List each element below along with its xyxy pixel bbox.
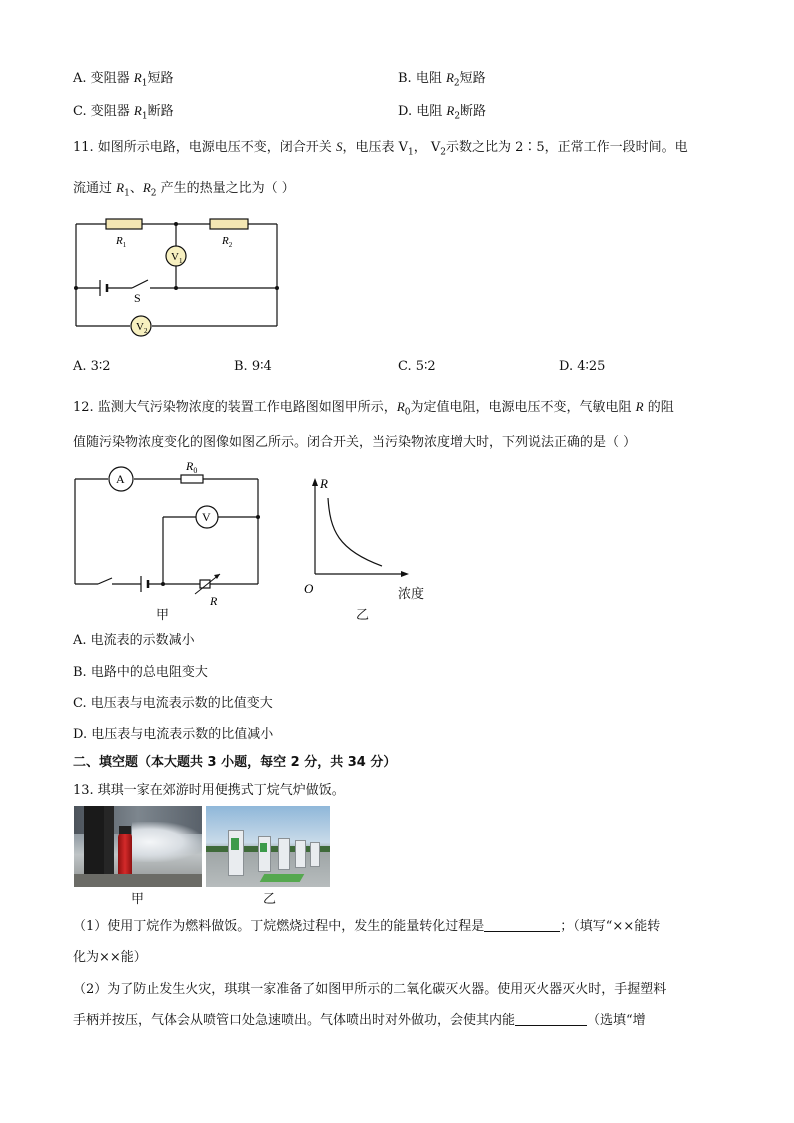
stem-text: 11. 如图所示电路，电源电压不变，闭合开关 (73, 140, 336, 155)
switch-symbol: S (335, 139, 343, 154)
q11-circuit-diagram (70, 212, 285, 342)
caption-yi: 乙 (356, 608, 370, 623)
q10-option-b (398, 67, 486, 89)
q11-option-b: B. 9∶4 (234, 359, 272, 374)
subscript: 1 (141, 78, 148, 89)
x-axis-arrow (401, 571, 409, 577)
symbol: R (133, 103, 142, 118)
q12-stem-line1 (73, 396, 674, 418)
resistance-curve (328, 498, 382, 566)
q12-option-a: A. 电流表的示数减小 (73, 633, 195, 648)
r-label: R (210, 594, 218, 608)
stem-text: 示数之比为 2∶5，正常工作一段时间。电 (445, 140, 688, 155)
stem-text: 为定值电阻，电源电压不变，气敏电阻 (410, 400, 636, 415)
switch-label: S (134, 291, 141, 305)
q12-option-b: B. 电路中的总电阻变大 (73, 665, 208, 680)
stem-text: ， V (413, 140, 441, 155)
q12-circuit-diagram (68, 460, 268, 620)
junction-dot (161, 582, 165, 586)
stem-text: ，电压表 V (342, 140, 408, 155)
q12-option-c: C. 电压表与电流表示数的比值变大 (73, 696, 273, 711)
q11-option-c: C. 5∶2 (398, 359, 436, 374)
v2-label: $V_2$ (136, 321, 148, 335)
option-text: C. 变阻器 (73, 104, 134, 119)
junction-dot (256, 515, 260, 519)
resistor-r1 (106, 219, 142, 229)
resistor-r0 (181, 475, 203, 483)
subscript: 1 (124, 188, 130, 199)
subscript: 2 (440, 147, 446, 158)
subscript: 2 (150, 188, 157, 199)
voltmeter-label: V (202, 510, 211, 524)
r1-label: $R_1$ (116, 235, 127, 249)
stem-text: 的阻 (643, 400, 674, 415)
stem-text: 12. 监测大气污染物浓度的装置工作电路图如图甲所示， (73, 400, 397, 415)
q11-option-d: D. 4∶25 (559, 359, 606, 374)
v1-label: $V_1$ (171, 251, 183, 265)
junction-dot (74, 286, 78, 290)
switch-lever (132, 280, 148, 288)
q10-option-a (73, 67, 174, 89)
stem-text: 流通过 (73, 181, 117, 196)
q13-intro: 13. 琪琪一家在郊游时用便携式丁烷气炉做饭。 (73, 783, 345, 798)
answer-blank-1[interactable] (484, 918, 560, 932)
caption-yi-photo: 乙 (263, 892, 277, 907)
q10-option-c (73, 100, 174, 122)
section-heading: 二、填空题（本大题共 3 小题，每空 2 分，共 34 分） (73, 755, 397, 770)
option-text: B. 电阻 (398, 71, 446, 86)
option-text: 断路 (460, 104, 487, 119)
caption-jia-photo: 甲 (131, 892, 145, 907)
stem-text: 产生的热量之比为（ ） (156, 181, 295, 196)
option-text: 短路 (147, 71, 174, 86)
option-text: 断路 (147, 104, 174, 119)
symbol: R (142, 180, 151, 195)
option-text: A. 变阻器 (73, 71, 134, 86)
symbol: R (133, 70, 142, 85)
symbol: R (635, 399, 644, 414)
question-text: （1）使用丁烷作为燃料做饭。丁烷燃烧过程中，发生的能量转化过程是 (73, 919, 485, 934)
subscript: 0 (404, 407, 411, 418)
y-axis-arrow (312, 478, 318, 486)
origin-label: O (304, 581, 314, 596)
q11-stem-line1 (73, 136, 688, 158)
junction-dot (174, 286, 178, 290)
q11-stem-line2 (73, 177, 295, 199)
q12-stem-line2: 值随污染物浓度变化的图像如图乙所示。闭合开关，当污染物浓度增大时，下列说法正确的是（ ） (73, 435, 637, 450)
option-text: 短路 (459, 71, 486, 86)
subscript: 2 (453, 78, 460, 89)
subscript: 1 (141, 111, 148, 122)
r2-label: $R_2$ (222, 235, 233, 249)
gas-sensor-resistor (200, 580, 210, 588)
stem-text: 、 (129, 181, 143, 196)
x-axis-label: 浓度 (398, 587, 425, 602)
q12-graph (298, 470, 438, 600)
symbol: R (396, 399, 405, 414)
option-text: D. 电阻 (398, 104, 447, 119)
r0-label: $R_0$ (186, 460, 198, 475)
question-text: （选填“增 (587, 1013, 646, 1028)
switch-lever (98, 578, 112, 584)
fire-extinguisher-photo (74, 806, 202, 887)
y-axis-label: R (320, 476, 328, 491)
q13-part1-line1 (73, 915, 660, 934)
symbol: R (446, 103, 455, 118)
q12-option-d: D. 电压表与电流表示数的比值减小 (73, 727, 274, 742)
q13-part2-line2 (73, 1009, 646, 1028)
charging-station-photo (206, 806, 330, 887)
q13-part1-line2: 化为××能） (73, 950, 147, 965)
question-text: ；（填写“××能转 (560, 919, 661, 934)
junction-dot (275, 286, 279, 290)
caption-jia: 甲 (156, 608, 170, 623)
resistor-r2 (210, 219, 248, 229)
q10-option-d (398, 100, 486, 122)
symbol: R (116, 180, 125, 195)
ammeter-label: A (116, 472, 125, 486)
symbol: R (445, 70, 454, 85)
junction-dot (174, 222, 178, 226)
answer-blank-2[interactable] (515, 1012, 587, 1026)
q11-option-a: A. 3∶2 (73, 359, 111, 374)
q13-part2-line1: （2）为了防止发生火灾，琪琪一家准备了如图甲所示的二氧化碳灭火器。使用灭火器灭火时，手握塑料 (73, 982, 667, 997)
question-text: 手柄并按压，气体会从喷管口处急速喷出。气体喷出时对外做功，会使其内能 (73, 1013, 516, 1028)
subscript: 2 (454, 111, 461, 122)
subscript: 1 (407, 147, 414, 158)
